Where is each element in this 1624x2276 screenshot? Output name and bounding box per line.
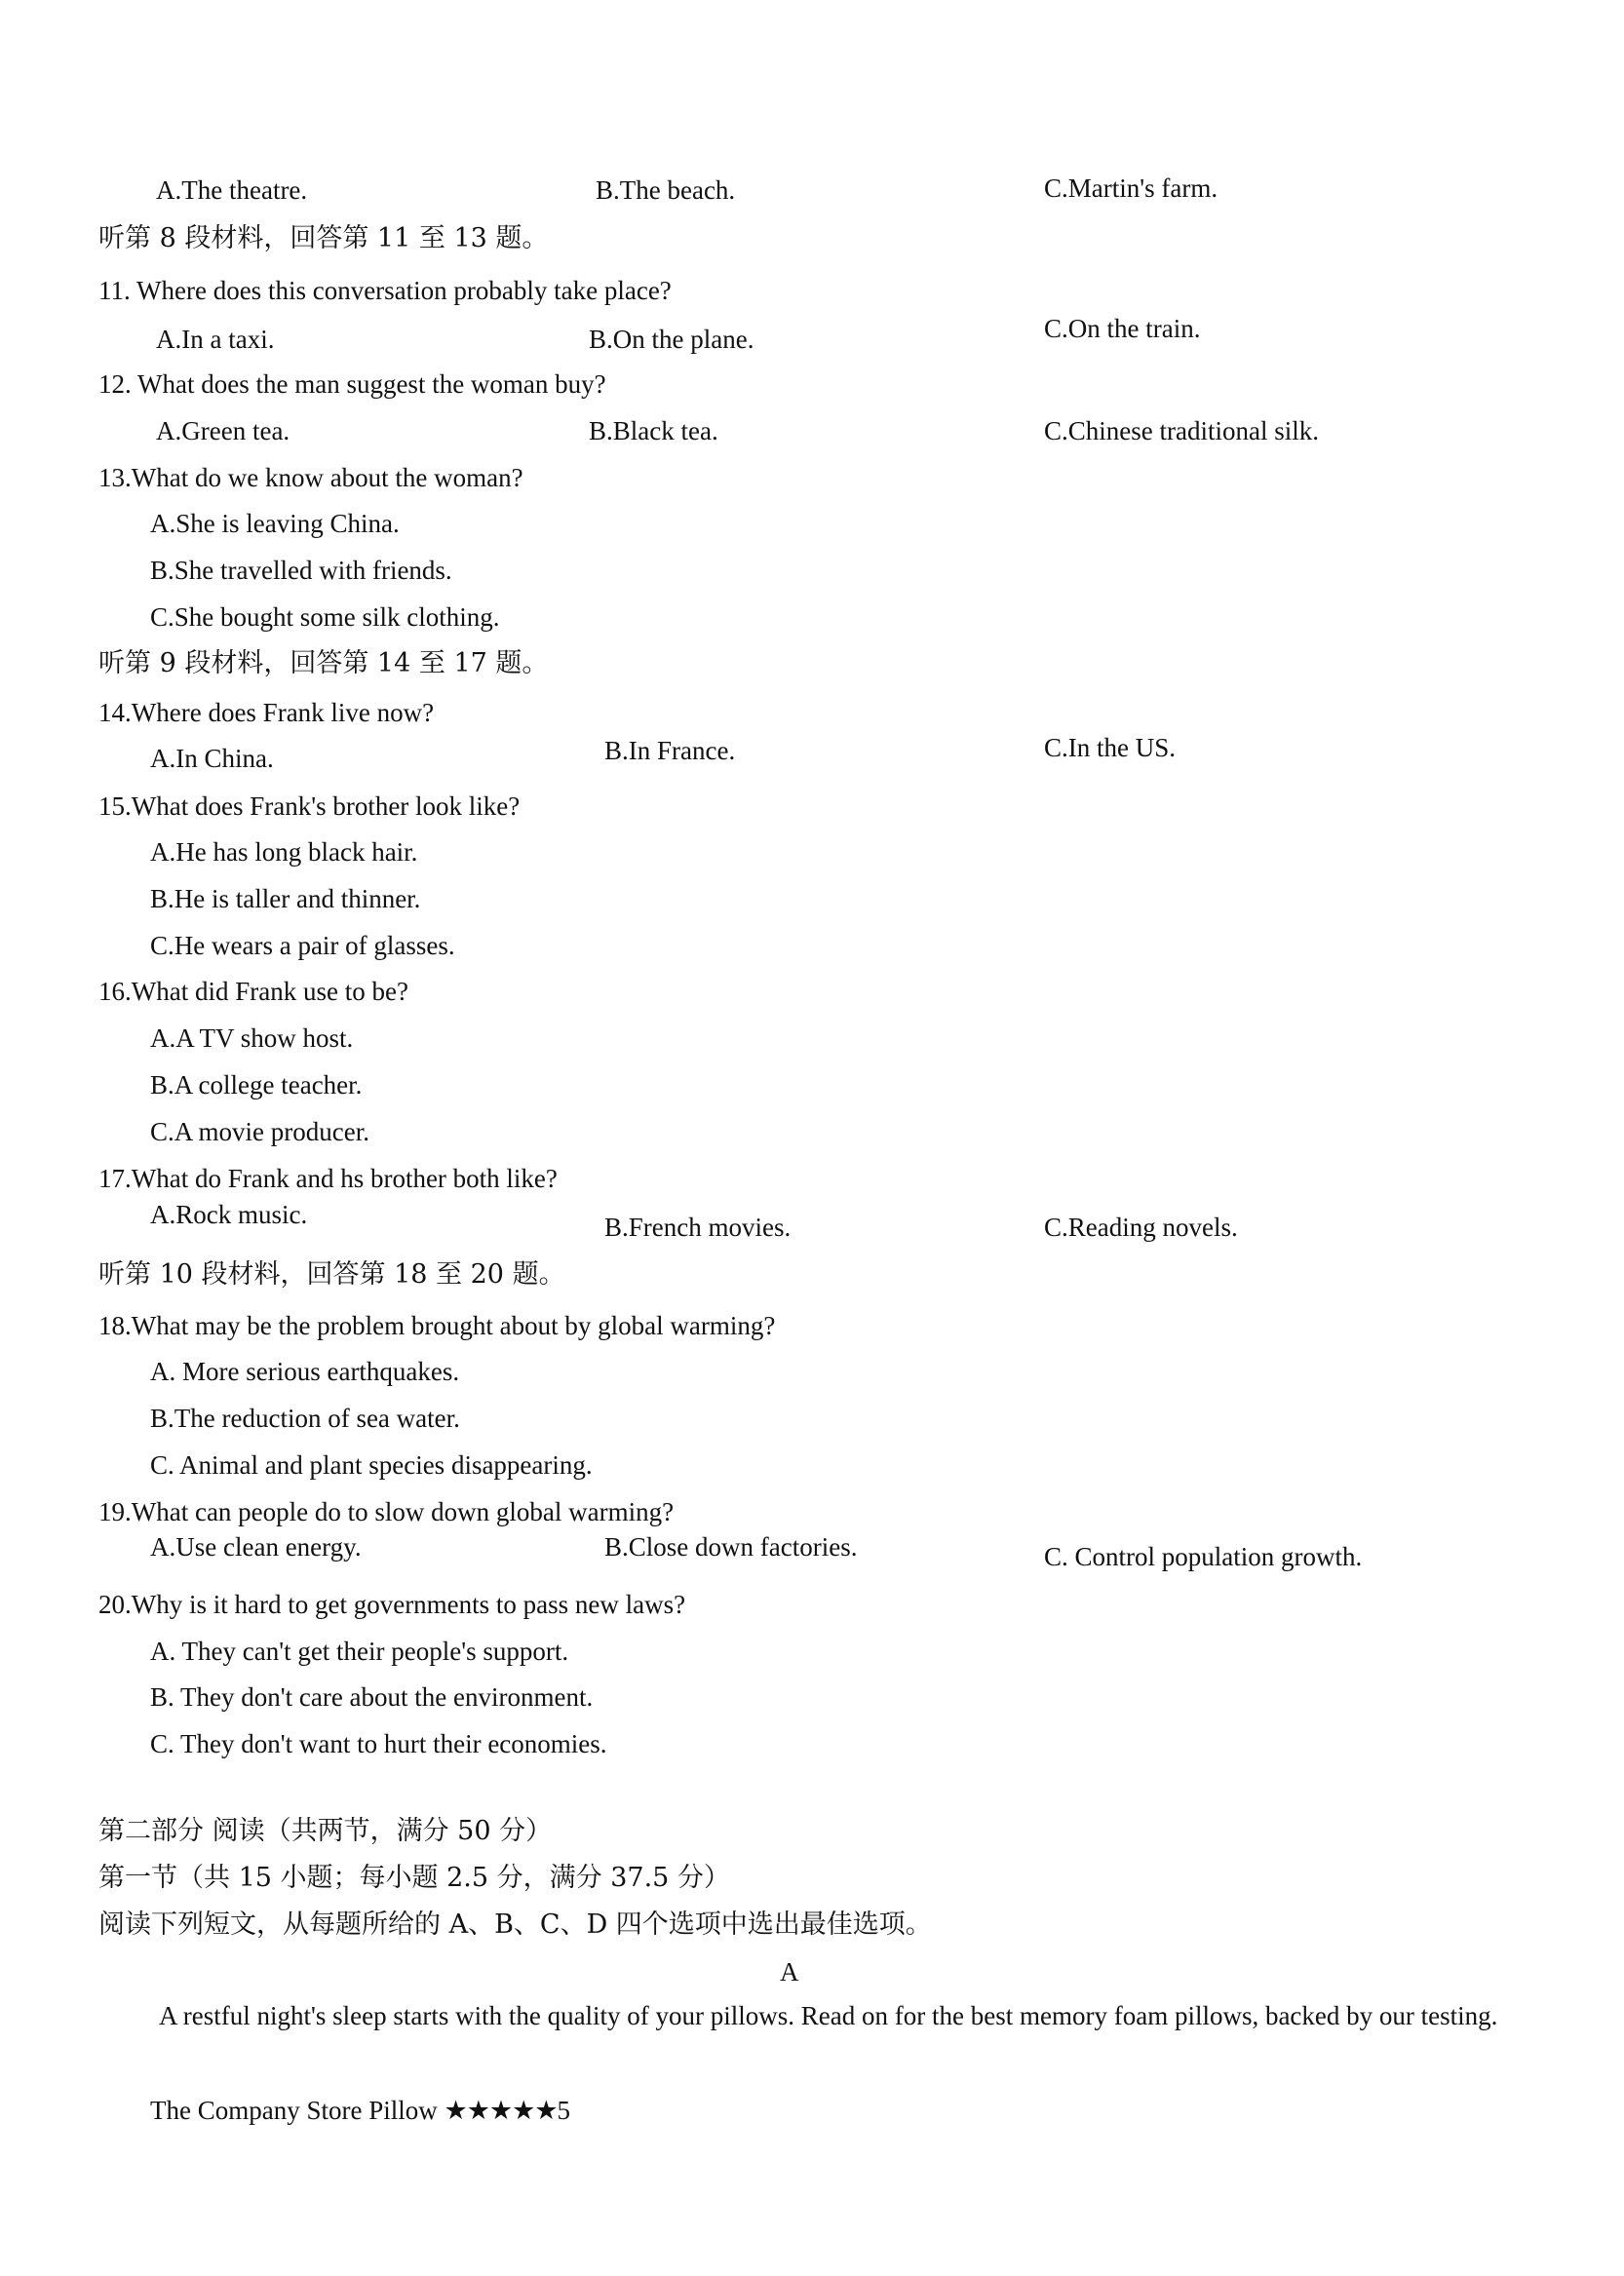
q19-option-a[interactable]: A.Use clean energy.	[150, 1532, 362, 1562]
q18-stem: 18.What may be the problem brought about by global warming?	[98, 1311, 776, 1340]
instructions: 阅读下列短文，从每题所给的 A、B、C、D 四个选项中选出最佳选项。	[98, 1910, 932, 1940]
q14-option-b[interactable]: B.In France.	[604, 736, 736, 765]
q10-option-a[interactable]: A.The theatre.	[156, 175, 308, 205]
passage-intro: A restful night's sleep starts with the quality of your pillows. Read on for the best memory foam pillows, backed by our testing.	[159, 2001, 1498, 2030]
q20-option-c[interactable]: C. They don't want to hurt their economies.	[150, 1729, 607, 1758]
part2-title: 第二部分 阅读（共两节，满分 50 分）	[98, 1816, 553, 1846]
q13-stem: 13.What do we know about the woman?	[98, 463, 523, 492]
q16-option-b[interactable]: B.A college teacher.	[150, 1070, 363, 1099]
q18-option-c[interactable]: C. Animal and plant species disappearing.	[150, 1450, 593, 1480]
q20-option-a[interactable]: A. They can't get their people's support.	[150, 1637, 569, 1666]
q10-option-b[interactable]: B.The beach.	[596, 175, 736, 205]
q16-stem: 16.What did Frank use to be?	[98, 977, 408, 1006]
q19-option-b[interactable]: B.Close down factories.	[604, 1532, 858, 1562]
q19-stem: 19.What can people do to slow down global warming?	[98, 1497, 675, 1526]
q14-option-a[interactable]: A.In China.	[150, 744, 274, 773]
star-rating-icon: ★★★★★	[444, 2096, 558, 2125]
q12-option-c[interactable]: C.Chinese traditional silk.	[1044, 416, 1319, 445]
q10-option-c[interactable]: C.Martin's farm.	[1044, 174, 1218, 203]
q16-option-c[interactable]: C.A movie producer.	[150, 1117, 369, 1146]
q15-option-b[interactable]: B.He is taller and thinner.	[150, 884, 421, 913]
q17-option-a[interactable]: A.Rock music.	[150, 1200, 308, 1229]
q18-option-a[interactable]: A. More serious earthquakes.	[150, 1357, 460, 1386]
passage-label: A	[780, 1957, 799, 1987]
q12-option-a[interactable]: A.Green tea.	[156, 416, 290, 445]
rating-value: 5	[557, 2096, 571, 2125]
q20-option-b[interactable]: B. They don't care about the environment.	[150, 1682, 594, 1712]
q17-stem: 17.What do Frank and hs brother both like?	[98, 1164, 558, 1193]
section9-header: 听第 9 段材料，回答第 14 至 17 题。	[98, 648, 549, 678]
q15-option-a[interactable]: A.He has long black hair.	[150, 837, 418, 867]
product-line-1	[150, 2094, 570, 2127]
q16-option-a[interactable]: A.A TV show host.	[150, 1023, 354, 1053]
q11-option-b[interactable]: B.On the plane.	[589, 325, 754, 354]
q11-option-c[interactable]: C.On the train.	[1044, 314, 1201, 343]
product-name: The Company Store Pillow	[150, 2096, 445, 2125]
section8-header: 听第 8 段材料，回答第 11 至 13 题。	[98, 223, 549, 253]
section1-title: 第一节（共 15 小题；每小题 2.5 分，满分 37.5 分）	[98, 1863, 730, 1893]
q13-option-b[interactable]: B.She travelled with friends.	[150, 556, 452, 585]
q15-stem: 15.What does Frank's brother look like?	[98, 791, 521, 821]
q13-option-a[interactable]: A.She is leaving China.	[150, 509, 400, 538]
q15-option-c[interactable]: C.He wears a pair of glasses.	[150, 931, 455, 960]
q12-option-b[interactable]: B.Black tea.	[589, 416, 718, 445]
section10-header: 听第 10 段材料，回答第 18 至 20 题。	[98, 1259, 565, 1290]
q19-option-c[interactable]: C. Control population growth.	[1044, 1542, 1363, 1571]
q11-stem: 11. Where does this conversation probably take place?	[98, 276, 672, 305]
q13-option-c[interactable]: C.She bought some silk clothing.	[150, 602, 500, 632]
q14-stem: 14.Where does Frank live now?	[98, 698, 435, 727]
q20-stem: 20.Why is it hard to get governments to pass new laws?	[98, 1590, 686, 1619]
q12-stem: 12. What does the man suggest the woman buy?	[98, 369, 606, 399]
q17-option-c[interactable]: C.Reading novels.	[1044, 1213, 1238, 1242]
q17-option-b[interactable]: B.French movies.	[604, 1213, 792, 1242]
q14-option-c[interactable]: C.In the US.	[1044, 733, 1176, 762]
q18-option-b[interactable]: B.The reduction of sea water.	[150, 1404, 460, 1433]
q11-option-a[interactable]: A.In a taxi.	[156, 325, 275, 354]
